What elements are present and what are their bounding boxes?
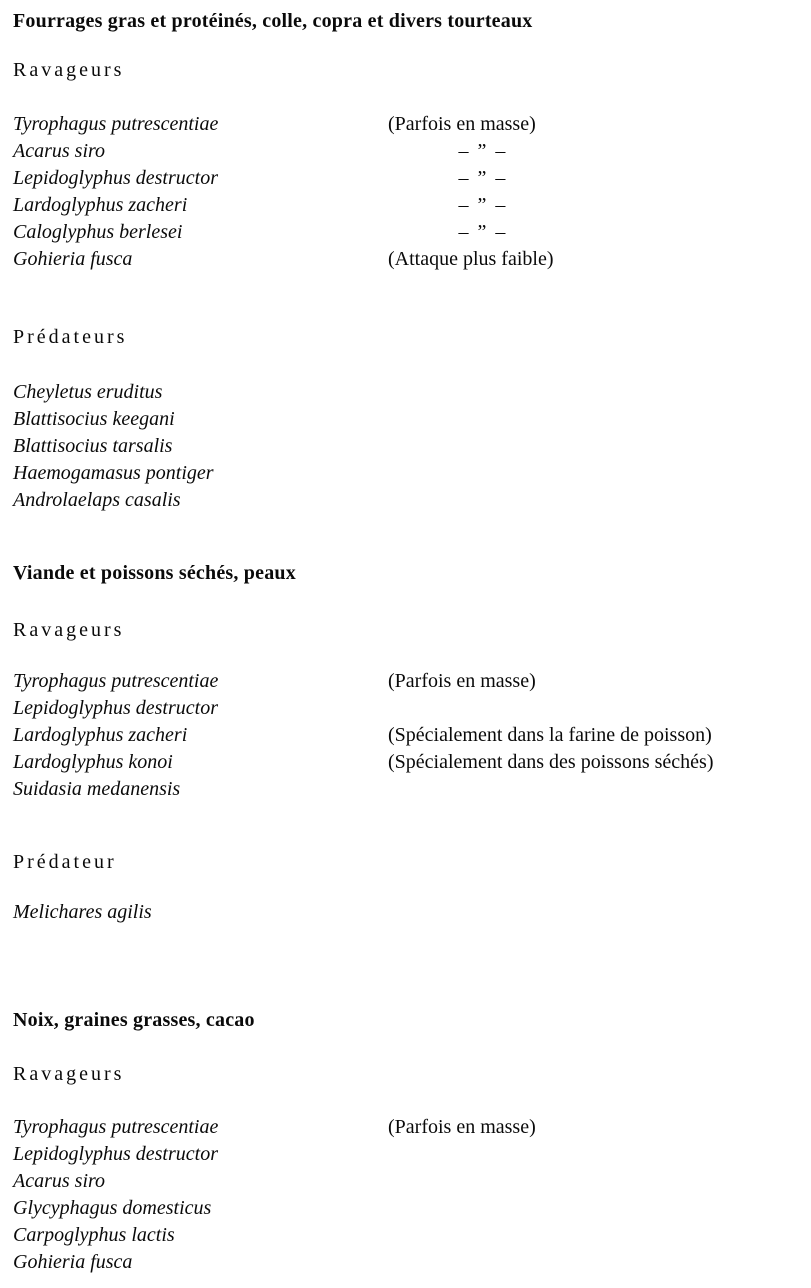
species-name: Lepidoglyphus destructor	[13, 1143, 218, 1165]
ditto-mark: – ” –	[458, 167, 508, 189]
species-name: Lepidoglyphus destructor	[13, 167, 218, 189]
species-list-ravageurs-3	[13, 1114, 811, 1276]
species-row	[13, 246, 811, 273]
group-label-ravageurs-1: Ravageurs	[13, 59, 125, 81]
species-name: Carpoglyphus lactis	[13, 1224, 175, 1246]
species-row	[13, 776, 811, 803]
species-list-predateur-2	[13, 899, 811, 926]
species-row	[13, 165, 811, 192]
species-row	[13, 1222, 811, 1249]
species-list-ravageurs-1	[13, 111, 811, 273]
species-list-predateurs-1	[13, 379, 811, 514]
species-name: Lardoglyphus konoi	[13, 751, 173, 773]
species-row	[13, 487, 811, 514]
species-name: Cheyletus eruditus	[13, 381, 163, 403]
species-name: Gohieria fusca	[13, 248, 133, 270]
species-name: Glycyphagus domesticus	[13, 1197, 212, 1219]
section-heading-viande: Viande et poissons séchés, peaux	[13, 562, 296, 584]
species-row	[13, 433, 811, 460]
section-heading-noix: Noix, graines grasses, cacao	[13, 1009, 255, 1031]
species-row	[13, 219, 811, 246]
species-row	[13, 1249, 811, 1276]
group-label-predateur-2: Prédateur	[13, 851, 117, 873]
species-name: Tyrophagus putrescentiae	[13, 670, 219, 692]
species-name: Tyrophagus putrescentiae	[13, 1116, 219, 1138]
species-row	[13, 1195, 811, 1222]
ditto-mark: – ” –	[458, 194, 508, 216]
species-name: Acarus siro	[13, 1170, 106, 1192]
species-name: Lardoglyphus zacheri	[13, 724, 188, 746]
ditto-mark: – ” –	[458, 140, 508, 162]
species-row	[13, 695, 811, 722]
species-row	[13, 899, 811, 926]
species-name: Caloglyphus berlesei	[13, 221, 183, 243]
species-name: Gohieria fusca	[13, 1251, 133, 1273]
species-name: Blattisocius tarsalis	[13, 435, 173, 457]
species-row	[13, 379, 811, 406]
species-name: Haemogamasus pontiger	[13, 462, 214, 484]
species-row	[13, 460, 811, 487]
species-row	[13, 668, 811, 695]
species-name: Acarus siro	[13, 140, 106, 162]
group-label-ravageurs-3: Ravageurs	[13, 1063, 125, 1085]
species-note: (Parfois en masse)	[388, 670, 536, 692]
species-name: Melichares agilis	[13, 901, 152, 923]
species-name: Lardoglyphus zacheri	[13, 194, 188, 216]
species-note: (Parfois en masse)	[388, 1116, 536, 1138]
species-note: (Spécialement dans des poissons séchés)	[388, 751, 714, 773]
species-list-ravageurs-2	[13, 668, 811, 803]
species-row	[13, 749, 811, 776]
species-row	[13, 1114, 811, 1141]
species-row	[13, 111, 811, 138]
species-row	[13, 138, 811, 165]
species-row	[13, 192, 811, 219]
ditto-mark: – ” –	[458, 221, 508, 243]
group-label-ravageurs-2: Ravageurs	[13, 619, 125, 641]
species-name: Suidasia medanensis	[13, 778, 181, 800]
species-note: (Spécialement dans la farine de poisson)	[388, 724, 712, 746]
species-note: (Parfois en masse)	[388, 113, 536, 135]
species-name: Tyrophagus putrescentiae	[13, 113, 219, 135]
species-name: Androlaelaps casalis	[13, 489, 181, 511]
species-row	[13, 406, 811, 433]
species-name: Blattisocius keegani	[13, 408, 175, 430]
species-row	[13, 722, 811, 749]
species-name: Lepidoglyphus destructor	[13, 697, 218, 719]
species-row	[13, 1141, 811, 1168]
species-note: (Attaque plus faible)	[388, 248, 554, 270]
species-row	[13, 1168, 811, 1195]
section-heading-fourrages: Fourrages gras et protéinés, colle, copra et divers tourteaux	[13, 10, 533, 32]
group-label-predateurs-1: Prédateurs	[13, 326, 128, 348]
